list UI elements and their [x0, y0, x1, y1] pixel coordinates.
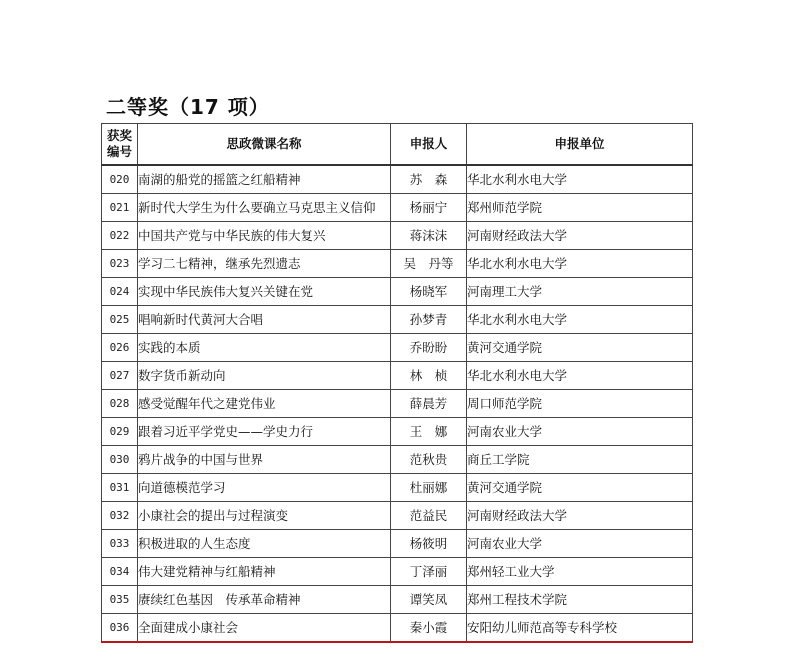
- course-name-cell: 感受觉醒年代之建党伟业: [138, 390, 391, 418]
- unit-cell: 华北水利水电大学: [467, 306, 693, 334]
- unit-cell: 华北水利水电大学: [467, 362, 693, 390]
- unit-cell: 河南理工大学: [467, 278, 693, 306]
- table-row: [102, 306, 693, 334]
- course-name-cell: 新时代大学生为什么要确立马克思主义信仰: [138, 194, 391, 222]
- unit-cell: 商丘工学院: [467, 446, 693, 474]
- unit-cell: 黄河交通学院: [467, 334, 693, 362]
- course-name-cell: 全面建成小康社会: [138, 614, 391, 643]
- course-name-cell: 小康社会的提出与过程演变: [138, 502, 391, 530]
- unit-cell: 河南农业大学: [467, 530, 693, 558]
- award-number-cell: 024: [102, 278, 138, 306]
- header-row: [102, 124, 693, 166]
- unit-cell: 华北水利水电大学: [467, 165, 693, 194]
- table-row: [102, 278, 693, 306]
- award-number-cell: 026: [102, 334, 138, 362]
- unit-cell: 河南财经政法大学: [467, 502, 693, 530]
- header-award-number: [102, 124, 138, 166]
- applicant-cell: 范益民: [391, 502, 467, 530]
- unit-cell: 周口师范学院: [467, 390, 693, 418]
- course-name-cell: 唱响新时代黄河大合唱: [138, 306, 391, 334]
- course-name-cell: 数字货币新动向: [138, 362, 391, 390]
- unit-cell: 河南财经政法大学: [467, 222, 693, 250]
- course-name-cell: 鸦片战争的中国与世界: [138, 446, 391, 474]
- header-number-line1: 获奖: [106, 128, 132, 143]
- applicant-cell: 范秋贵: [391, 446, 467, 474]
- course-name-cell: 学习二七精神，继承先烈遗志: [138, 250, 391, 278]
- applicant-cell: 杜丽娜: [391, 474, 467, 502]
- course-name-cell: 赓续红色基因 传承革命精神: [138, 586, 391, 614]
- section-title: 二等奖（17 项）: [106, 95, 270, 119]
- table-row: [102, 250, 693, 278]
- course-name-cell: 南湖的船党的摇篮之红船精神: [138, 165, 391, 194]
- table-row: [102, 586, 693, 614]
- award-number-cell: 032: [102, 502, 138, 530]
- awards-table: [101, 123, 693, 643]
- table-row: [102, 390, 693, 418]
- course-name-cell: 积极进取的人生态度: [138, 530, 391, 558]
- award-number-cell: 020: [102, 165, 138, 194]
- table-row: [102, 502, 693, 530]
- table-row: [102, 446, 693, 474]
- table-body: [102, 165, 693, 642]
- unit-cell: 黄河交通学院: [467, 474, 693, 502]
- award-number-cell: 036: [102, 614, 138, 643]
- unit-cell: 郑州轻工业大学: [467, 558, 693, 586]
- award-number-cell: 028: [102, 390, 138, 418]
- award-number-cell: 021: [102, 194, 138, 222]
- award-number-cell: 033: [102, 530, 138, 558]
- award-number-cell: 034: [102, 558, 138, 586]
- table-row: [102, 362, 693, 390]
- table-row: [102, 530, 693, 558]
- applicant-cell: 孙梦青: [391, 306, 467, 334]
- applicant-cell: 丁泽丽: [391, 558, 467, 586]
- applicant-cell: 杨筱明: [391, 530, 467, 558]
- applicant-cell: 苏 森: [391, 165, 467, 194]
- award-number-cell: 029: [102, 418, 138, 446]
- unit-cell: 郑州工程技术学院: [467, 586, 693, 614]
- table-header: [102, 124, 693, 166]
- applicant-cell: 林 桢: [391, 362, 467, 390]
- course-name-cell: 向道德模范学习: [138, 474, 391, 502]
- applicant-cell: 蒋沫沫: [391, 222, 467, 250]
- applicant-cell: 王 娜: [391, 418, 467, 446]
- applicant-cell: 谭笑凤: [391, 586, 467, 614]
- table-row: [102, 474, 693, 502]
- course-name-cell: 跟着习近平学党史——学史力行: [138, 418, 391, 446]
- course-name-cell: 中国共产党与中华民族的伟大复兴: [138, 222, 391, 250]
- course-name-cell: 实践的本质: [138, 334, 391, 362]
- award-number-cell: 035: [102, 586, 138, 614]
- header-course-name: 思政微课名称: [138, 124, 391, 166]
- applicant-cell: 杨晓军: [391, 278, 467, 306]
- table-row: [102, 194, 693, 222]
- header-applicant: 申报人: [391, 124, 467, 166]
- table-row: [102, 165, 693, 194]
- applicant-cell: 秦小霞: [391, 614, 467, 643]
- applicant-cell: 吴 丹等: [391, 250, 467, 278]
- award-number-cell: 031: [102, 474, 138, 502]
- table-row: [102, 614, 693, 643]
- award-number-cell: 030: [102, 446, 138, 474]
- unit-cell: 安阳幼儿师范高等专科学校: [467, 614, 693, 643]
- table-row: [102, 222, 693, 250]
- applicant-cell: 乔盼盼: [391, 334, 467, 362]
- header-number-line2: 编号: [106, 144, 132, 159]
- applicant-cell: 杨丽宁: [391, 194, 467, 222]
- table-row: [102, 558, 693, 586]
- course-name-cell: 实现中华民族伟大复兴关键在党: [138, 278, 391, 306]
- applicant-cell: 薛晨芳: [391, 390, 467, 418]
- course-name-cell: 伟大建党精神与红船精神: [138, 558, 391, 586]
- unit-cell: 郑州师范学院: [467, 194, 693, 222]
- table-row: [102, 334, 693, 362]
- unit-cell: 华北水利水电大学: [467, 250, 693, 278]
- header-unit: 申报单位: [467, 124, 693, 166]
- unit-cell: 河南农业大学: [467, 418, 693, 446]
- award-number-cell: 025: [102, 306, 138, 334]
- award-number-cell: 023: [102, 250, 138, 278]
- award-number-cell: 027: [102, 362, 138, 390]
- table-row: [102, 418, 693, 446]
- award-number-cell: 022: [102, 222, 138, 250]
